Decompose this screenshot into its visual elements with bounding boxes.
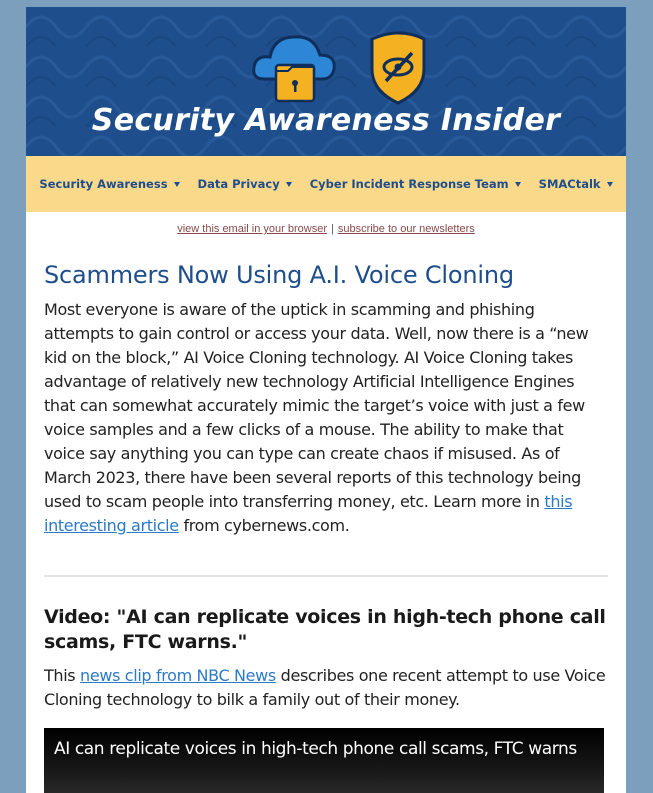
video-body-text-end: describes one recent attempt to use Voice Cloning technology to bilk a family out of their money. <box>44 666 606 709</box>
cloud-lock-icon <box>254 37 335 101</box>
banner-logo <box>26 7 626 117</box>
utility-links <box>26 212 626 248</box>
top-strip <box>0 0 653 7</box>
nav-item-cyber-incident-response-team[interactable] <box>310 177 521 191</box>
caret-down-icon <box>515 182 521 187</box>
video-thumbnail[interactable] <box>44 728 604 793</box>
video-title: AI can replicate voices in high-tech phone call scams, FTC warns <box>54 739 577 759</box>
article-body <box>44 298 608 538</box>
nav-item-label: Data Privacy <box>197 177 280 191</box>
view-in-browser-link[interactable]: view this email in your browser <box>177 223 327 235</box>
video-section-title: Video: "AI can replicate voices in high-tech phone call scams, FTC warns." <box>44 606 606 653</box>
caret-down-icon <box>286 182 292 187</box>
nav-item-security-awareness[interactable] <box>39 177 179 191</box>
banner-title: Security Awareness Insider <box>91 103 561 138</box>
link-separator: | <box>330 223 334 235</box>
video-body-text: This <box>44 666 81 685</box>
caret-down-icon <box>174 182 180 187</box>
nav-bar <box>26 156 626 212</box>
section-divider <box>44 575 608 577</box>
header-banner <box>26 7 626 156</box>
video-frame <box>44 728 604 793</box>
nav-item-smactalk[interactable] <box>539 177 613 191</box>
nav-item-data-privacy[interactable] <box>198 177 292 191</box>
article-body-text: Most everyone is aware of the uptick in scamming and phishing attempts to gain control or access your data. Well, now there is a “new kid on the block,” AI Voice Cloning technology. AI Voice Cloning takes advantage of relatively new technology Artificial Intelligence Engines that can somewhat accurately mimic the target’s voice with just a few voice samples and a few clicks of a mouse. The ability to make that voice say anything you can type can create chaos if misused. As of March 2023, there have been several reports of this technology being used to scam people into transferring money, etc. Learn more in <box>44 300 589 511</box>
nav-item-label: SMACtalk <box>538 177 601 191</box>
main-content <box>26 261 626 793</box>
article-body-text-end: from cybernews.com. <box>178 516 350 535</box>
news-clip-link[interactable]: news clip from NBC News <box>80 666 276 685</box>
shield-eye-slash-icon <box>372 33 424 103</box>
nav-item-label: Cyber Incident Response Team <box>309 177 509 191</box>
video-section-body <box>44 664 608 712</box>
email-container <box>26 7 626 793</box>
subscribe-link[interactable]: subscribe to our newsletters <box>337 223 475 235</box>
article-title: Scammers Now Using A.I. Voice Cloning <box>44 261 514 289</box>
article-link[interactable]: this interesting article <box>44 492 573 535</box>
nav-item-label: Security Awareness <box>39 177 168 191</box>
caret-down-icon <box>607 182 613 187</box>
